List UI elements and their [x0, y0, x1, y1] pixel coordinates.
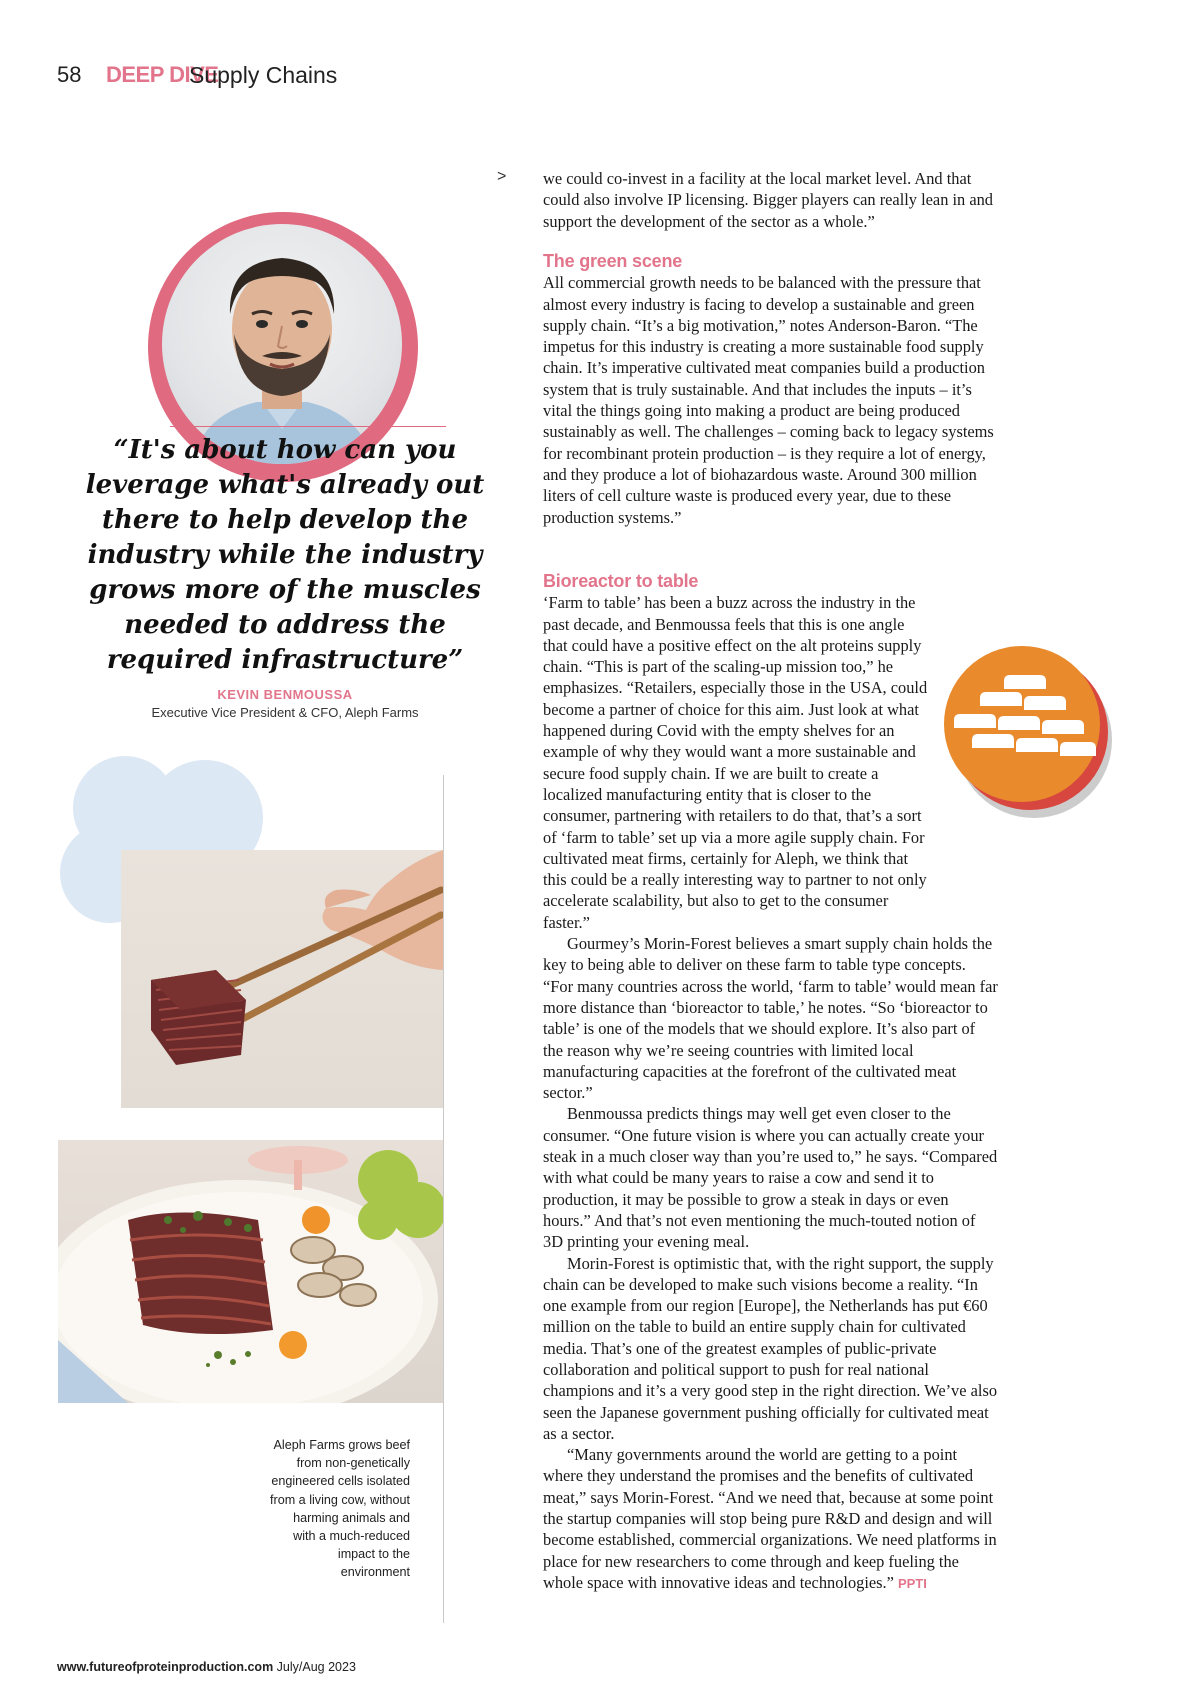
bioreactor-paragraph-3: Benmoussa predicts things may well get even closer to the consumer. “One future vision is where you can actually create your steak in a much closer way than you’re used to,” he says. “Compared with what could be many years to raise a cow and send it to production, it may be possible to grow a steak in days or even hours.” And that’s not even mentioning the much-touted notion of 3D printing your evening meal.	[543, 1104, 998, 1252]
plated-steak-photo	[58, 1140, 443, 1403]
quote-attribution-name: KEVIN BENMOUSSA	[217, 687, 353, 702]
article-intro	[543, 168, 998, 232]
subhead-bioreactor: Bioreactor to table	[543, 571, 699, 591]
portrait-rule	[170, 426, 446, 427]
page-number: 58	[57, 62, 82, 87]
section-bioreactor	[543, 571, 998, 1594]
footer-url[interactable]: www.futureofproteinproduction.com	[57, 1660, 274, 1674]
pull-quote: “It's about how can you leverage what's already out there to help develop the industry while the industry grows more of the muscles needed to address the required infrastructure”	[85, 435, 485, 675]
subhead-green-scene: The green scene	[543, 251, 683, 271]
quote-attribution-role: Executive Vice President & CFO, Aleph Farms	[151, 705, 419, 720]
steak-chopsticks-photo	[121, 850, 443, 1108]
footer	[57, 1660, 356, 1674]
bioreactor-paragraph-1: ‘Farm to table’ has been a buzz across the industry in the past decade, and Benmoussa feels that this is one angle that could have a positive effect on the alt proteins supply chain. “This is part of the scaling-up mission too,” he emphasizes. “Retailers, especially those in the USA, could become a partner of choice for this aim. Just look at what happened during Covid with the empty shelves for an example of why they would want a more sustainable and secure food supply chain. If we are built to create a localized manufacturing entity that is closer to the consumer, partnering with retailers to do that, that’s a sort of ‘farm to table’ set up via a more agile supply chain. For cultivated meat firms, certainly for Aleph, we think that this could be a really interesting way to partner to not only accelerate scalability, but also to get to the consumer faster.”	[543, 593, 928, 932]
column-divider	[443, 775, 444, 1623]
green-scene-paragraph: All commercial growth needs to be balanced with the pressure that almost every industry is facing to develop a sustainable and green supply chain. “It’s a big motivation,” notes Anderson-Baron. “The impetus for this industry is creating a more sustainable food supply chain. It’s imperative cultivated meat companies build a production system that is truly sustainable. And that includes the inputs – it’s vital the things going into making a product are being produced sustainably as well. The challenges – coming back to legacy systems for recombinant protein production – is they require a lot of energy, and they produce a lot of biohazardous waste. Around 300 million liters of cell culture waste is produced every year, due to these production systems.”	[543, 273, 994, 527]
section-tag: DEEP DIVE	[106, 62, 219, 87]
intro-paragraph: we could co-invest in a facility at the local market level. And that could also involve IP licensing. Bigger players can really lean in and support the development of the sector as a whole.”	[543, 169, 994, 231]
footer-issue: July/Aug 2023	[276, 1660, 356, 1674]
end-mark: PPTI	[897, 1575, 927, 1591]
portrait-illustration	[162, 224, 402, 464]
bioreactor-paragraph-2: Gourmey’s Morin-Forest believes a smart supply chain holds the key to being able to deliver on these farm to table type concepts. “For many countries across the world, ‘farm to table’ would mean far more distance than ‘bioreactor to table,’ he notes. “So ‘bioreactor to table’ is one of the models that we should explore. It’s also part of the reason why we’re seeing countries with limited local manufacturing capacities at the forefront of the cultivated meat sector.”	[543, 934, 998, 1103]
photo-caption: Aleph Farms grows beef from non-genetically engineered cells isolated from a living cow, without harming animals and with a much-reduced impact to the environment	[270, 1438, 410, 1580]
portrait-photo	[162, 224, 402, 464]
closing-text: “Many governments around the world are getting to a point where they understand the promises and the benefits of cultivated meat,” says Morin-Forest. “And we need that, because at some point the startup companies will stop being pure R&D and design and will become established, commercial organizations. We need platforms in place for new researchers to come through and keep fueling the whole space with innovative ideas and technologies.”	[543, 1445, 997, 1592]
section-green-scene	[543, 251, 998, 528]
bioreactor-paragraph-4: Morin-Forest is optimistic that, with the right support, the supply chain can be developed to make such visions become a reality. “In one example from our region [Europe], the Netherlands has put €60 million on the table to build an entire supply chain for cultivated media. That’s one of the greatest examples of public-private collaboration and political support to push for real national champions and it’s a very good step in the right direction. We’ve also seen the Japanese government pushing officially for cultivated meat as a sector.	[543, 1253, 998, 1443]
section-title: Supply Chains	[189, 62, 338, 88]
continued-marker: >	[497, 168, 507, 185]
bioreactor-paragraph-5	[543, 1444, 998, 1594]
